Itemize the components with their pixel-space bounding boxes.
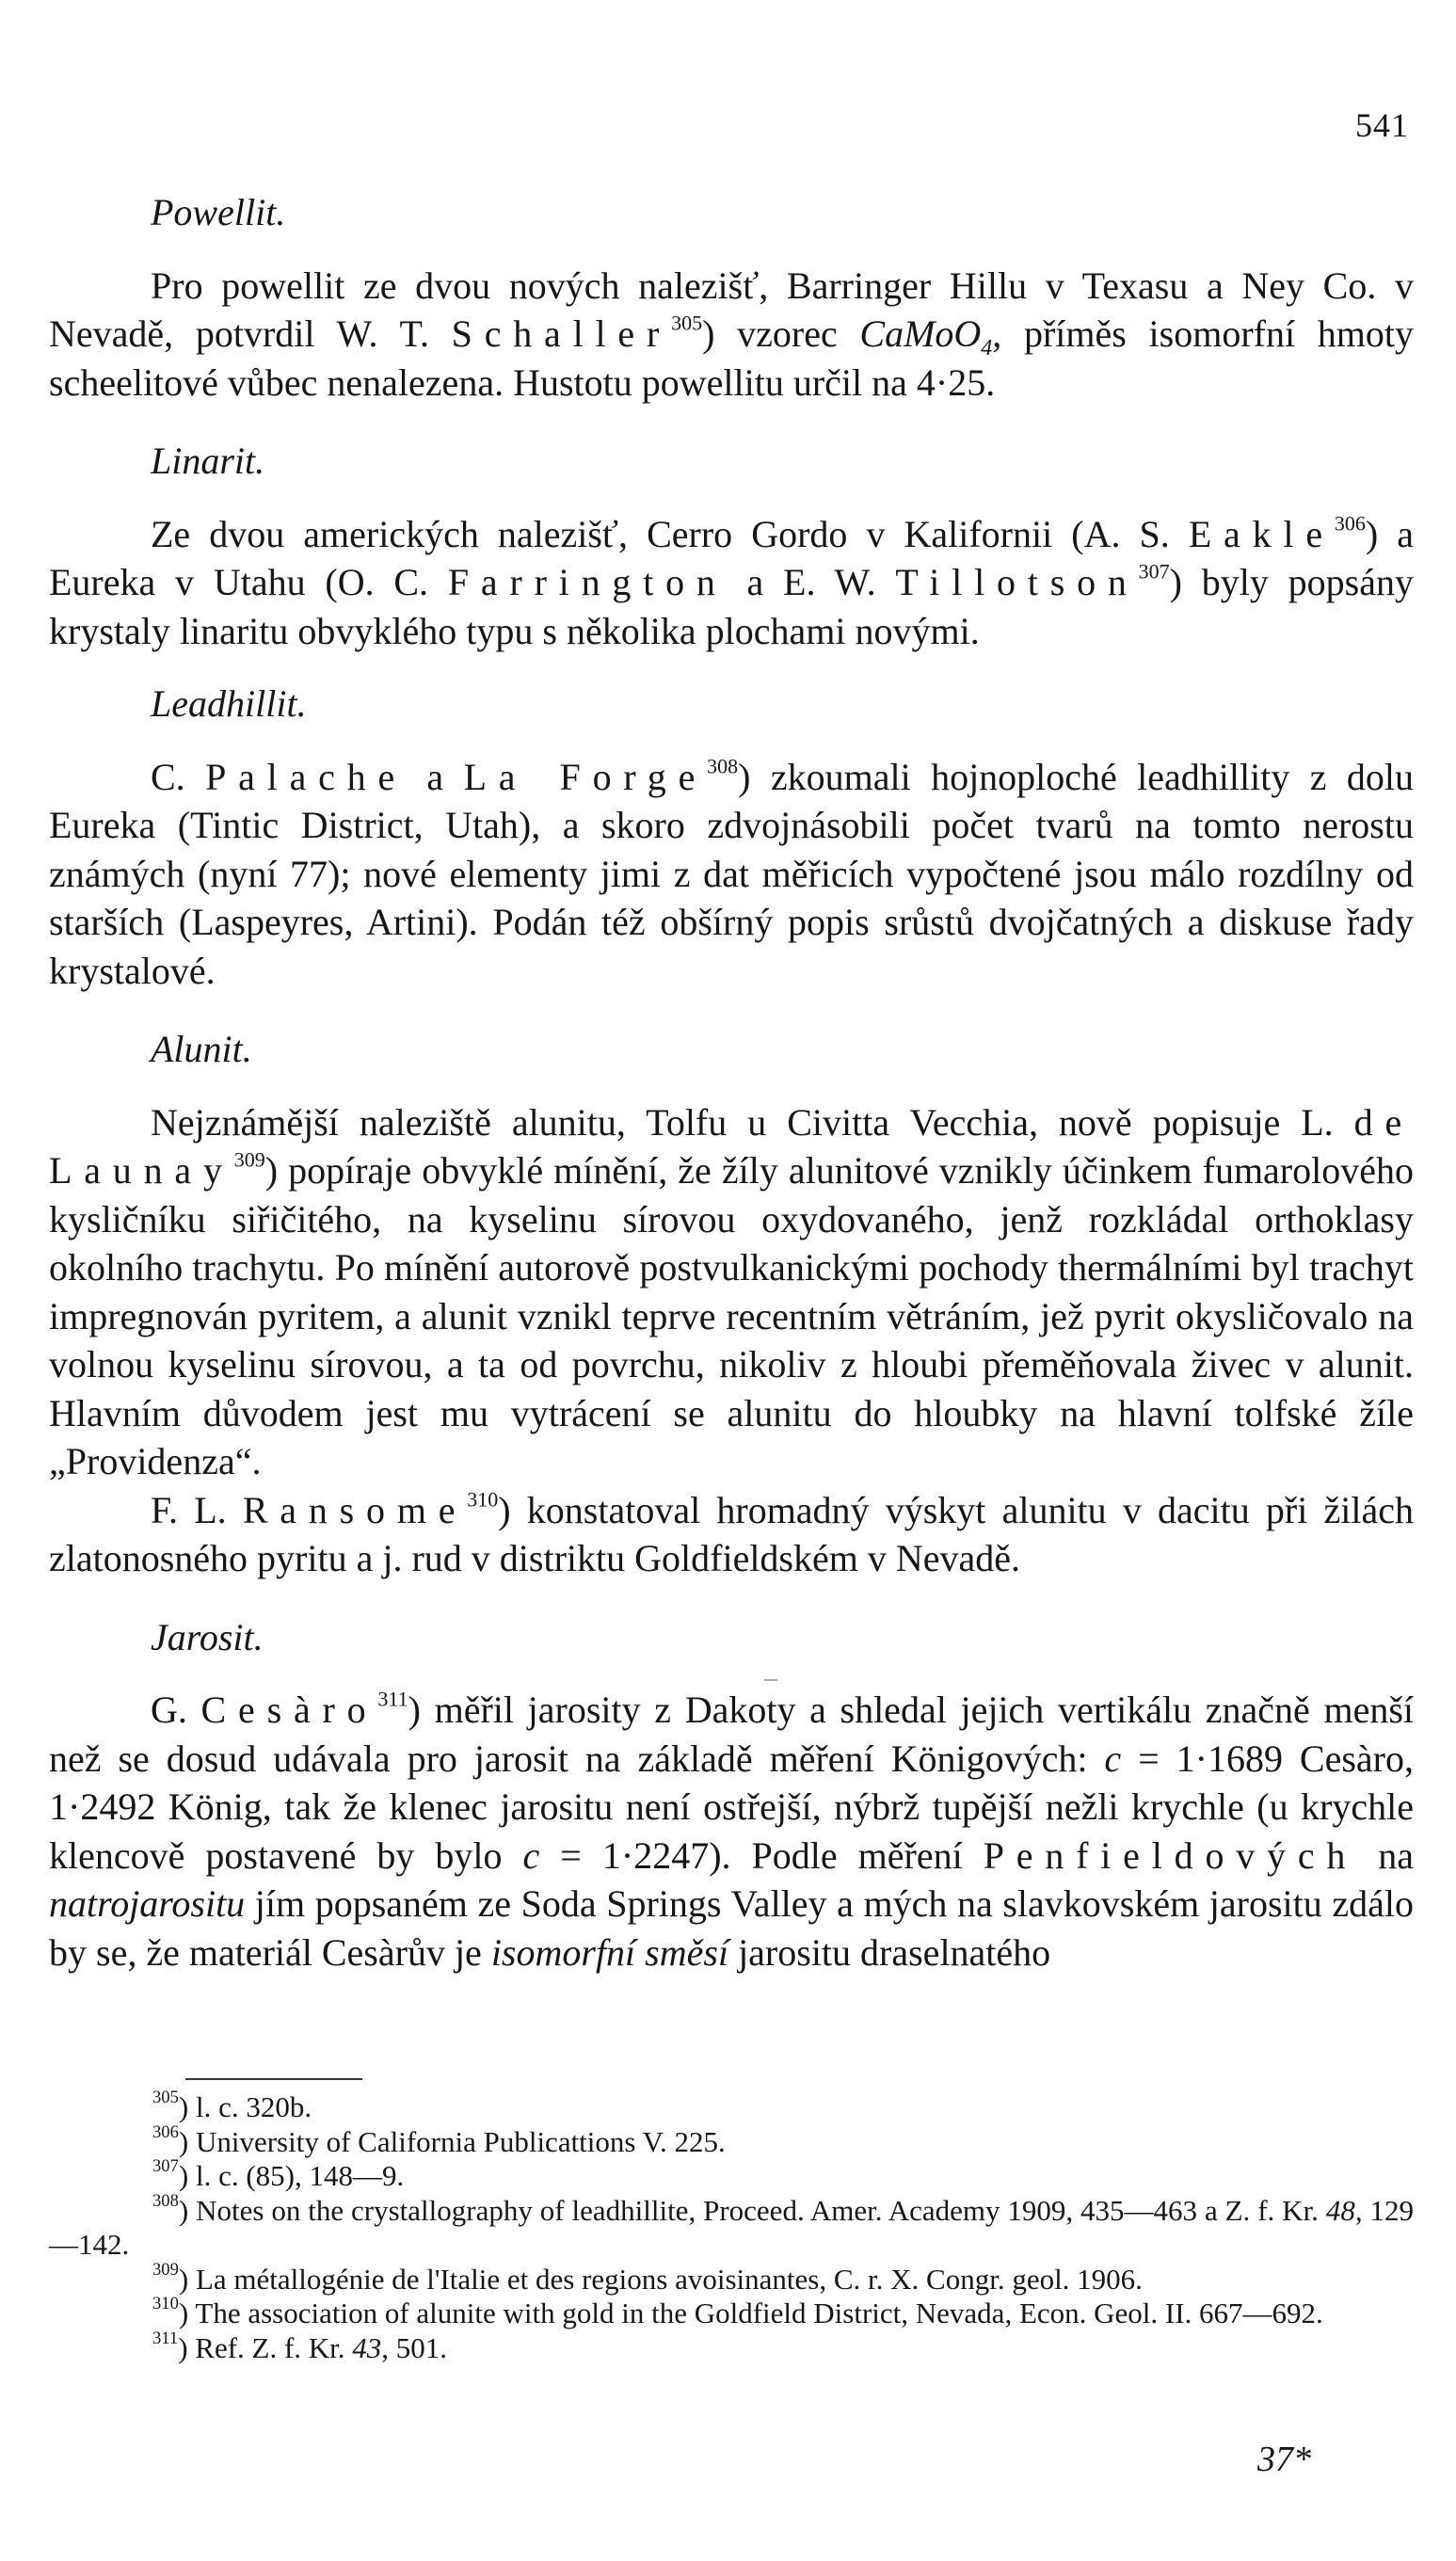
author-name: Eakle (1188, 512, 1335, 555)
paragraph-jarosit: G. Cesàro$^{311}$) měřil jarosity z Dakoty a shledal jejich vertikálu značně menší než se dosud udávala pro jarosit na základě měření Königových: c = 1·1689 Cesàro, 1·2492 König, tak že klenec jarositu není ostřejší, nýbrž tupější nežli krychle (u krychle klencově postavené by bylo c = 1·2247). Podle měření Penfieldových na natrojarositu jím popsaném ze Soda Springs Valley a mých na slavkovském jarositu zdálo by se, že materiál Cesàrův je isomorfní směsí jarositu draselnatého (49, 1687, 1415, 1974)
footnote-divider (185, 2078, 362, 2080)
author-name: Cesàro (200, 1689, 378, 1731)
footnote: $^{306}$) University of California Publicattions V. 225. (152, 2121, 726, 2158)
footnote-ref: 306 (1334, 510, 1366, 535)
footnote-ref: 305 (671, 311, 703, 335)
paragraph-leadhillit: C. Palache a La Forge$^{308}$) zkoumali hojnoploché leadhillity z dolu Eureka (Tintic District, Utah), a skoro zdvojnásobili počet tvarů na tomto nerostu známých (nyní 77); nové elementy jimi z dat měřicích vypočtené jsou málo rozdílny od starších (Laspeyres, Artini). Podán též obšírný popis srůstů dvojčatných a diskuse řady krystalové. (49, 753, 1414, 992)
footnote-ref: 311 (377, 1687, 408, 1711)
emphasis-term: isomorfní směsí (490, 1930, 729, 1974)
footnote: $^{307}$) l. c. (85), 148—9. (152, 2156, 405, 2192)
author-name: Farrington (447, 561, 728, 603)
section-title-alunit: Alunit. (151, 1028, 252, 1070)
paragraph-linarit: Ze dvou amerických nalezišť, Cerro Gordo v Kalifornii (A. S. Eakle$^{306}$) a Eureka v Utahu (O. C. Farrington a E. W. Tillotson$^{307}$) byly popsány krystaly linaritu obvyklého typu s několika plochami novými. (49, 510, 1414, 652)
footnote: $^{311}$) Ref. Z. f. Kr. 43, 501. (152, 2328, 448, 2364)
author-name: Palache (205, 755, 408, 798)
footnotes (49, 2090, 1414, 2365)
signature-mark: 37* (1257, 2440, 1311, 2479)
section-title-jarosit: Jarosit. (151, 1615, 264, 1658)
footnote: $^{309}$) La métallogénie de l'Italie et des regions avoisinantes, C. r. X. Congr. geol. 1906. (152, 2259, 1143, 2296)
section-title-linarit: Linarit. (151, 440, 265, 482)
author-name: de Launay (49, 1100, 1414, 1192)
footnote-ref: 308 (707, 753, 739, 777)
paragraph-alunit-2: F. L. Ransome$^{310}$) konstatoval hromadný výskyt alunitu v dacitu při žilách zlatonosného pyritu a j. rud v distriktu Goldfieldském v Nevadě. (49, 1486, 1414, 1579)
footnote-ref: 310 (467, 1486, 499, 1511)
author-name: Schaller (451, 312, 672, 355)
section-title-leadhillit: Leadhillit. (151, 682, 307, 725)
main-text (49, 188, 1414, 1977)
author-name: Tillotson (895, 561, 1139, 603)
chemical-formula: CaMoO (859, 312, 982, 355)
footnote-ref: 309 (233, 1147, 265, 1172)
emphasis-term: natrojarositu (49, 1882, 246, 1925)
stray-mark (764, 1679, 777, 1681)
paragraph-powellit: Pro powellit ze dvou nových nalezišť, Barringer Hillu v Texasu a Ney Co. v Nevadě, potvrdil W. T. Schaller$^{305}$) vzorec CaMoO$_4$, příměs isomorfní hmoty scheelitové vůbec nenalezena. Hustotu powellitu určil na 4·25. (49, 264, 1414, 404)
author-name: La Forge (463, 755, 708, 798)
footnote: $^{310}$) The association of alunite with gold in the Goldfield District, Nevada, Econ. Geol. II. 667—692. (152, 2294, 1323, 2329)
footnote: $^{308}$) Notes on the crystallography of leadhillite, Proceed. Amer. Academy 1909, 435—463 a Z. f. Kr. 48, 129—142. (49, 2190, 1414, 2261)
paragraph-alunit-1: Nejznámější naleziště alunitu, Tolfu u Civitta Vecchia, nově popisuje L. de Launay$^{309}$) popíraje obvyklé mínění, že žíly alunitové vznikly účinkem fumarolového kysličníku siřičitého, na kyselinu sírovou oxydovaného, jenž rozkládal orthoklasy okolního trachytu. Po mínění autorově postvulkanickými pochody thermálními byl trachyt impregnován pyritem, a alunit vznikl teprve recentním větráním, jež pyrit okysličovalo na volnou kyselinu sírovou, a ta od povrchu, nikoliv z hloubi přeměňovala živec v alunit. Hlavním důvodem jest mu vytrácení se alunitu do hloubky na hlavní tolfské žíle „Providenza“. (49, 1100, 1414, 1482)
footnote: $^{305}$) l. c. 320b. (152, 2088, 312, 2123)
author-name: Ransome (242, 1488, 468, 1531)
author-name: Penfieldových (983, 1833, 1358, 1877)
page-number: 541 (1355, 106, 1409, 144)
section-title-powellit: Powellit. (151, 191, 286, 233)
footnote-ref: 307 (1138, 559, 1170, 584)
